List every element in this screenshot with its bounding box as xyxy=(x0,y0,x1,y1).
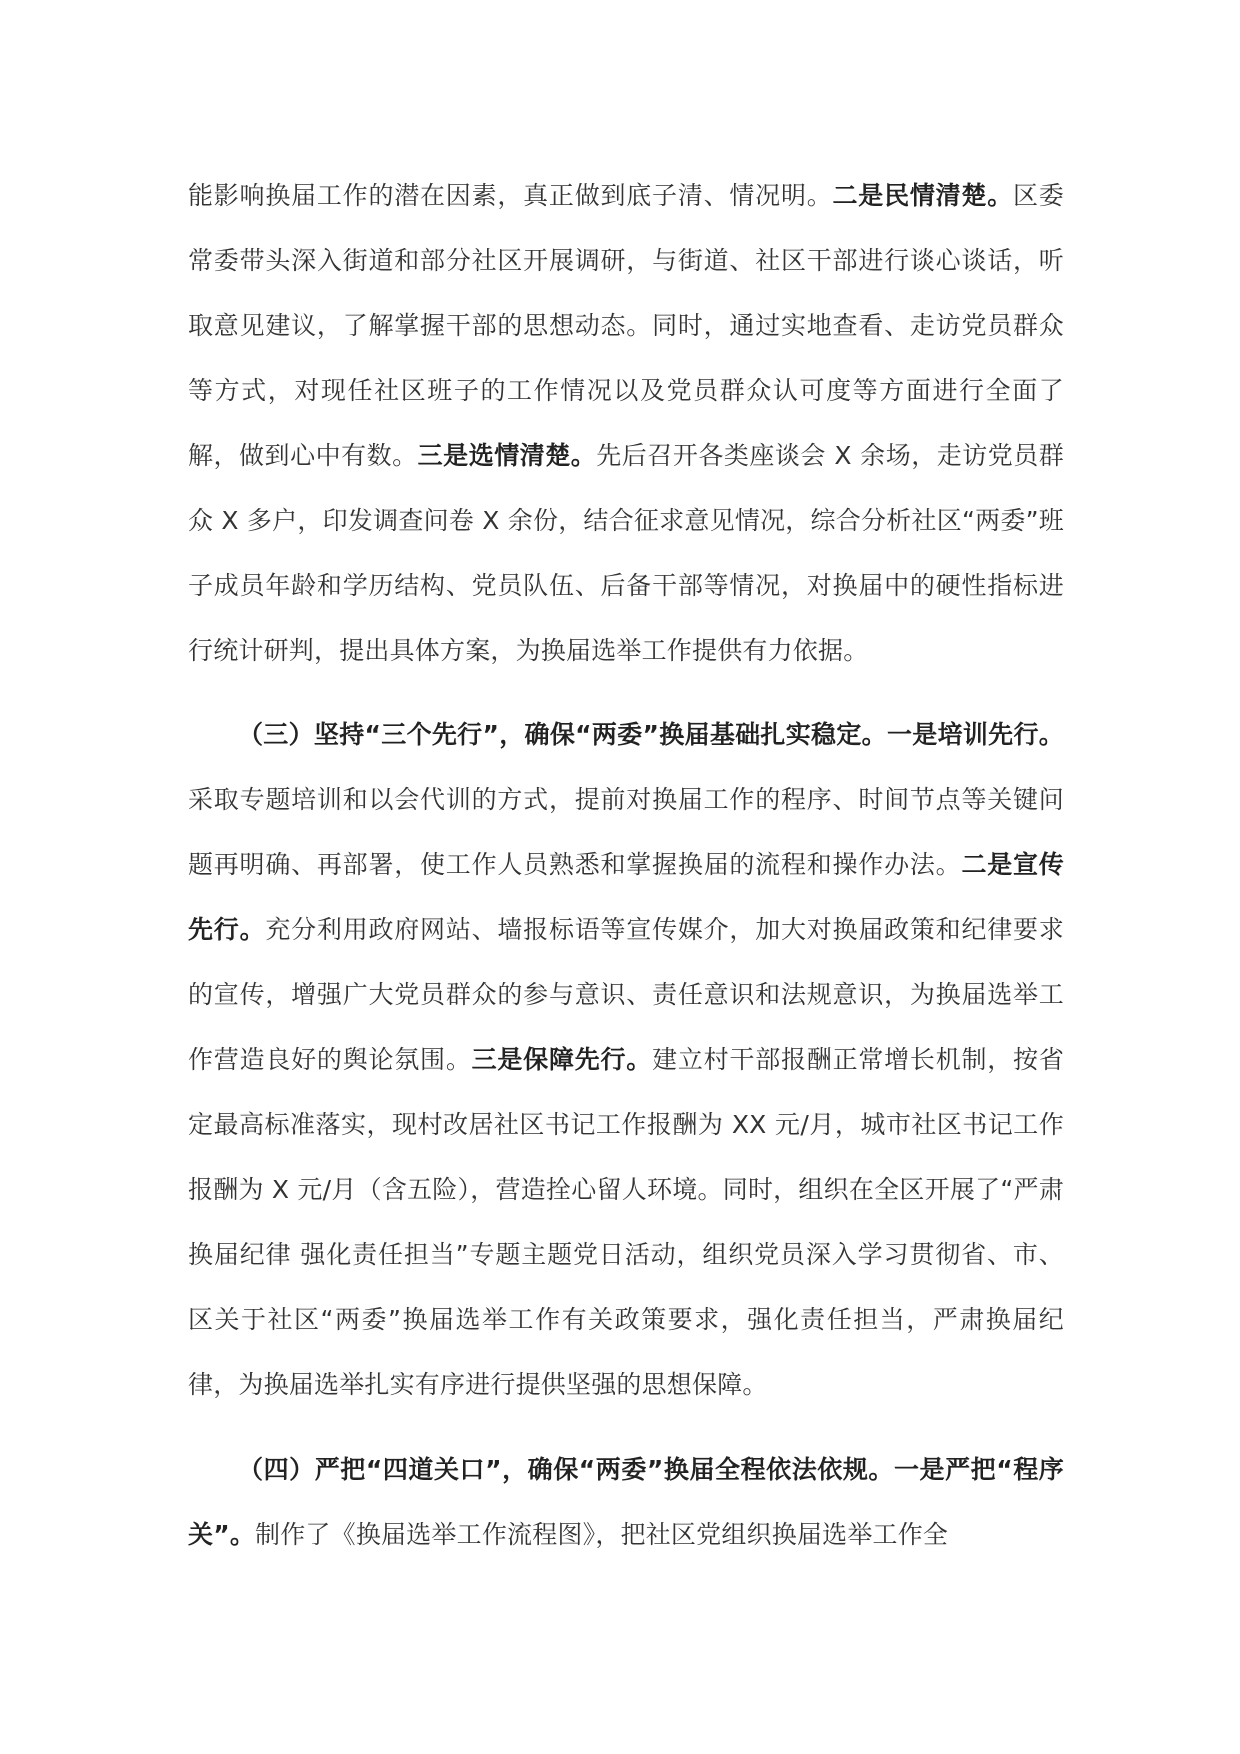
paragraph-continued xyxy=(188,163,1064,683)
paragraph-emphasis: 三是选情清楚。 xyxy=(417,441,597,470)
paragraph-text: 充分利用政府网站、墙报标语等宣传媒介，加大对换届政策和纪律要求的宣传，增强广大党员群众的参与意识、责任意识和法规意识，为换届选举工作营造良好的舆论氛围。 xyxy=(188,915,1065,1074)
paragraph-emphasis: 二是宣传先行。 xyxy=(188,850,1064,944)
paragraph-text: 建立村干部报酬正常增长机制，按省定最高标准落实，现村改居社区书记工作报酬为 XX 元/月，城市社区书记工作报酬为 X 元/月（含五险），营造拴心留人环境。同时，组织在全区开展了“严肃换届纪律 强化责任担当”专题主题党日活动，组织党员深入学习贯彻省、市、区关于社区“两委”换届选举工作有关政策要求，强化责任担当，严肃换届纪律，为换届选举扎实有序进行提供坚强的思想保障。 xyxy=(188,1045,1065,1399)
paragraph-text: 制作了《换届选举工作流程图》，把社区党组织换届选举工作全 xyxy=(255,1520,949,1549)
paragraph-text: 先后召开各类座谈会 X 余场，走访党员群众 X 多户，印发调查问卷 X 余份，结合征求意见情况，综合分析社区“两委”班子成员年龄和学历结构、党员队伍、后备干部等情况，对换届中的硬性指标进行统计研判，提出具体方案，为换届选举工作提供有力依据。 xyxy=(188,441,1064,665)
paragraph-text: 能影响换届工作的潜在因素，真正做到底子清、情况明。 xyxy=(188,181,833,210)
paragraph-emphasis: 三是保障先行。 xyxy=(471,1045,653,1074)
section-four-paragraph xyxy=(188,1437,1064,1567)
paragraph-body xyxy=(188,1437,1064,1567)
paragraph-body xyxy=(188,163,1064,683)
paragraph-body xyxy=(188,702,1064,1417)
section-three-paragraph xyxy=(188,702,1064,1417)
section-heading: （四）严把“四道关口”，确保“两委”换届全程依法依规。一是严把“程序关”。 xyxy=(188,1455,1064,1549)
paragraph-text: 区委常委带头深入街道和部分社区开展调研，与街道、社区干部进行谈心谈话，听取意见建议，了解掌握干部的思想动态。同时，通过实地查看、走访党员群众等方式，对现任社区班子的工作情况以及党员群众认可度等方面进行全面了解，做到心中有数。 xyxy=(188,181,1064,470)
section-heading: （三）坚持“三个先行”，确保“两委”换届基础扎实稳定。一是培训先行。 xyxy=(238,720,1064,749)
paragraph-emphasis: 二是民情清楚。 xyxy=(832,181,1013,210)
paragraph-text: 采取专题培训和以会代训的方式，提前对换届工作的程序、时间节点等关键问题再明确、再部署，使工作人员熟悉和掌握换届的流程和操作办法。 xyxy=(188,785,1064,879)
